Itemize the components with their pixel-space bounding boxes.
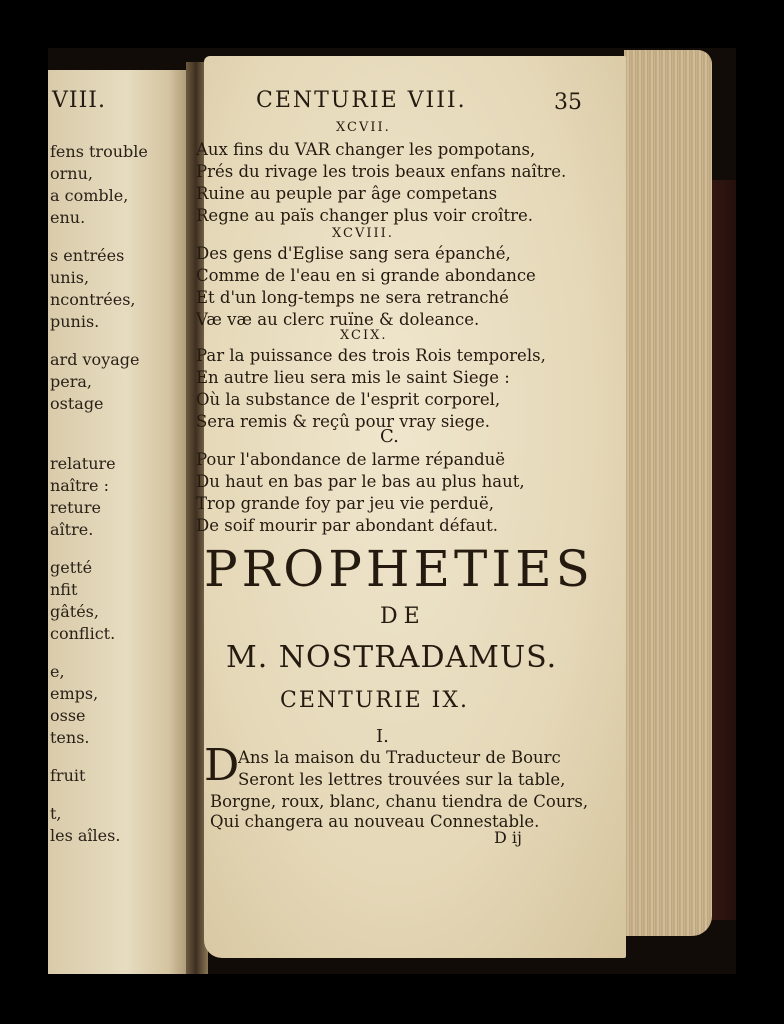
left-line: relature bbox=[50, 454, 116, 473]
verse-line: Et d'un long-temps ne sera retranché bbox=[196, 288, 509, 307]
left-line: s entrées bbox=[50, 246, 125, 265]
left-line: fruit bbox=[50, 766, 86, 785]
left-line: a comble, bbox=[50, 186, 129, 205]
verse-line: Aux fins du VAR changer les pompotans, bbox=[196, 140, 536, 159]
verse-line: Prés du rivage les trois beaux enfans naître. bbox=[196, 162, 567, 181]
verse-line: En autre lieu sera mis le saint Siege : bbox=[196, 368, 510, 387]
verse-line: Væ væ au clerc ruïne & doleance. bbox=[196, 310, 480, 329]
left-running-head: VIII. bbox=[52, 88, 106, 113]
section-author: M. NOSTRADAMUS. bbox=[226, 640, 558, 675]
left-line: naître : bbox=[50, 476, 109, 495]
left-line: punis. bbox=[50, 312, 100, 331]
verse-line: Qui changera au nouveau Connestable. bbox=[210, 812, 540, 831]
left-line: t, bbox=[50, 804, 62, 823]
verse-line: Ans la maison du Traducteur de Bourc bbox=[238, 748, 561, 767]
verse-line: Trop grande foy par jeu vie perduë, bbox=[196, 494, 495, 513]
left-line: conflict. bbox=[50, 624, 116, 643]
verse-line: Sera remis & reçû pour vray siege. bbox=[196, 412, 490, 431]
left-line: osse bbox=[50, 706, 86, 725]
drop-cap: D bbox=[204, 740, 240, 791]
left-line: gâtés, bbox=[50, 602, 99, 621]
left-line: les aîles. bbox=[50, 826, 121, 845]
left-line: ncontrées, bbox=[50, 290, 136, 309]
verse-line: Par la puissance des trois Rois temporels, bbox=[196, 346, 546, 365]
left-line: unis, bbox=[50, 268, 90, 287]
left-page bbox=[48, 70, 190, 974]
section-de: DE bbox=[380, 604, 426, 629]
left-line: ostage bbox=[50, 394, 104, 413]
left-line: e, bbox=[50, 662, 65, 681]
century-heading: CENTURIE IX. bbox=[280, 688, 470, 713]
page-edges bbox=[624, 50, 712, 936]
quatrain-number: C. bbox=[380, 426, 399, 447]
running-head: CENTURIE VIII. bbox=[256, 88, 467, 113]
left-line: enu. bbox=[50, 208, 86, 227]
verse-line: Borgne, roux, blanc, chanu tiendra de Cours, bbox=[210, 792, 589, 811]
page-number: 35 bbox=[554, 90, 582, 115]
verse-line: Des gens d'Eglise sang sera épanché, bbox=[196, 244, 511, 263]
verse-line: Du haut en bas par le bas au plus haut, bbox=[196, 472, 525, 491]
signature-mark: D ij bbox=[494, 828, 522, 847]
quatrain-number: XCVII. bbox=[336, 120, 391, 135]
section-title: PROPHETIES bbox=[204, 540, 594, 598]
left-line: tens. bbox=[50, 728, 90, 747]
quatrain-number: XCIX. bbox=[340, 328, 388, 343]
left-line: ornu, bbox=[50, 164, 93, 183]
left-line: reture bbox=[50, 498, 101, 517]
verse-line: Seront les lettres trouvées sur la table, bbox=[238, 770, 566, 789]
left-line: getté bbox=[50, 558, 93, 577]
left-line: emps, bbox=[50, 684, 99, 703]
verse-line: Où la substance de l'esprit corporel, bbox=[196, 390, 501, 409]
quatrain-number: I. bbox=[376, 726, 389, 747]
left-line: fens trouble bbox=[50, 142, 148, 161]
verse-line: Ruine au peuple par âge competans bbox=[196, 184, 498, 203]
quatrain-number: XCVIII. bbox=[332, 226, 394, 241]
verse-line: De soif mourir par abondant défaut. bbox=[196, 516, 498, 535]
left-line: nfit bbox=[50, 580, 78, 599]
left-line: pera, bbox=[50, 372, 92, 391]
left-line: ard voyage bbox=[50, 350, 140, 369]
verse-line: Regne au païs changer plus voir croître. bbox=[196, 206, 533, 225]
verse-line: Comme de l'eau en si grande abondance bbox=[196, 266, 536, 285]
verse-line: Pour l'abondance de larme répanduë bbox=[196, 450, 506, 469]
left-line: aître. bbox=[50, 520, 94, 539]
